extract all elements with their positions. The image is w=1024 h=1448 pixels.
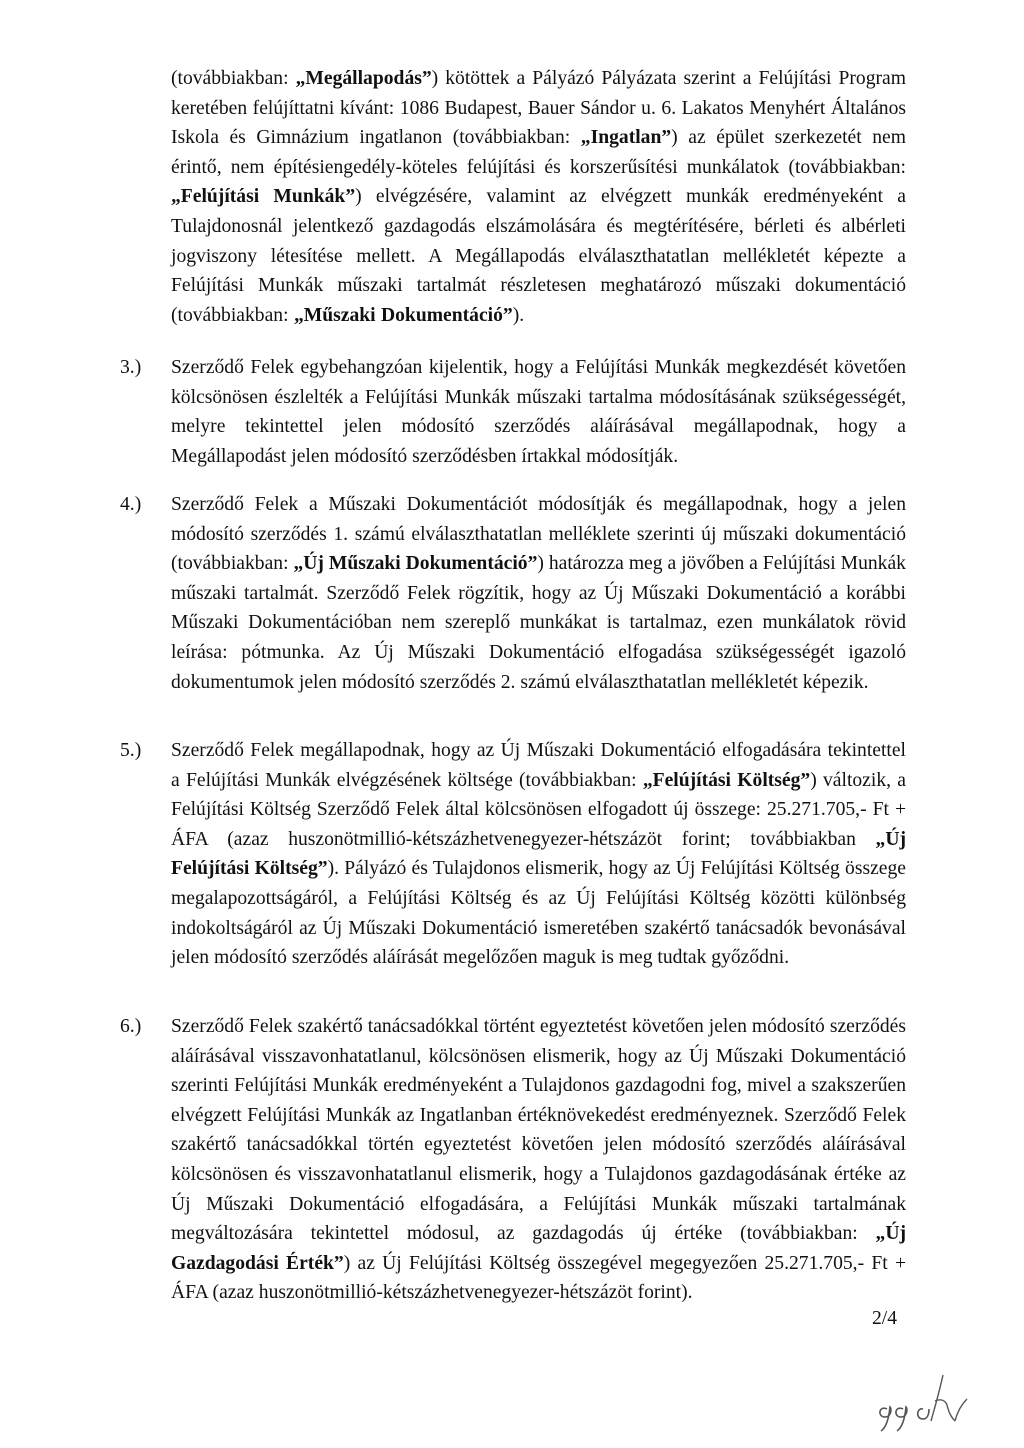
intro-text: ). (512, 304, 525, 326)
handwritten-initials (865, 1365, 975, 1435)
defined-term: „Ingatlan” (580, 127, 672, 149)
intro-text: ) kötöttek a Pályázó Pályázata szerint a Felújítási Program keretében felújíttatni kívánt: 1086 Budapest, Bauer Sándor u. 6. Lakatos Menyhért Általános Iskola és Gimnázium ingatlanon (továbbiakban: (171, 68, 906, 149)
clause-number: 6.) (120, 1016, 142, 1037)
intro-text: ) az épület szerkezetét nem érintő, nem építésiengedély-köteles felújítási és korszerűsítési munkálatok (továbbiakban: (171, 127, 906, 178)
intro-text: (továbbiakban: (171, 68, 296, 89)
clause-number: 4.) (120, 494, 142, 515)
clause-text: Szerződő Felek egybehangzóan kijelentik, hogy a Felújítási Munkák megkezdését követően kölcsönösen észlelték a Felújítási Munkák műszaki tartalma módosításának szükségességét, melyre tekintettel jelen módosító szerződés aláírásával megállapodnak, hogy a Megállapodást jelen módosító szerződésben írtakkal módosítják. (171, 357, 906, 467)
page-number: 2/4 (872, 1308, 898, 1329)
defined-term: „Felújítási Költség” (642, 769, 811, 791)
defined-term: „Megállapodás” (295, 68, 432, 89)
clause-number: 5.) (120, 740, 142, 761)
clause-text: Szerződő Felek megállapodnak, hogy az Új Műszaki Dokumentáció elfogadására tekintettel a Felújítási Munkák elvégzésének költsége (továbbiakban: „Felújítási Költség”) változik, a Felújítási Költség Szerződő Felek által kölcsönösen elfogadott új összege: 25.271.705,- Ft + ÁFA (azaz huszonötmillió-kétszázhetvenegyezer-hétszázöt forint; továbbiakban „Új Felújítási Költség”). Pályázó és Tulajdonos elismerik, hogy az Új Felújítási Költség összege megalapozottságáról, a Felújítási Költség és az Új Felújítási Költség közötti különbség indokoltságáról az Új Műszaki Dokumentáció ismeretében szakértő tanácsadók bevonásával jelen módosító szerződés aláírását megelőzően maguk is meg tudtak győződni. (171, 740, 906, 969)
defined-term: „Új Műszaki Dokumentáció” (293, 553, 538, 575)
defined-term: „Új Gazdagodási Érték” (171, 1223, 906, 1274)
defined-term: „Felújítási Munkák” (171, 186, 356, 208)
defined-term: „Műszaki Dokumentáció” (293, 304, 513, 326)
clause-text: Szerződő Felek szakértő tanácsadókkal történt egyeztetést követően jelen módosító szerződés aláírásával visszavonhatatlanul, kölcsönösen elismerik, hogy az Új Műszaki Dokumentáció szerinti Felújítási Munkák eredményeként a Tulajdonos gazdagodni fog, mivel a szakszerűen elvégzett Felújítási Munkák az Ingatlanban értéknövekedést eredményeznek. Szerződő Felek szakértő tanácsadókkal történ egyeztetést követően jelen módosító szerződés aláírásával kölcsönösen és visszavonhatatlanul elismerik, hogy a Tulajdonos gazdagodásának értéke az Új Műszaki Dokumentáció elfogadására, a Felújítási Munkák műszaki tartalmának megváltozására tekintettel módosul, az gazdagodás új értéke (továbbiakban: „Új Gazdagodási Érték”) az Új Felújítási Költség összegével megegyezően 25.271.705,- Ft + ÁFA (azaz huszonötmillió-kétszázhetvenegyezer-hétszázöt forint). (171, 1016, 906, 1304)
intro-text: ) elvégzésére, valamint az elvégzett munkák eredményeként a Tulajdonosnál jelentkező gazdagodás elszámolására és megtérítésére, bérleti és albérleti jogviszony létesítése mellett. A Megállapodás elválaszthatatlan mellékletét képezte a Felújítási Munkák műszaki tartalmát részletesen meghatározó műszaki dokumentáció (továbbiakban: (171, 186, 906, 326)
clause-number: 3.) (120, 357, 142, 378)
intro-paragraph (171, 64, 906, 330)
defined-term: „Új Felújítási Költség” (171, 828, 906, 880)
clause-text: Szerződő Felek a Műszaki Dokumentációt módosítják és megállapodnak, hogy a jelen módosító szerződés 1. számú elválaszthatatlan melléklete szerinti új műszaki dokumentáció (továbbiakban: „Új Műszaki Dokumentáció”) határozza meg a jövőben a Felújítási Munkák műszaki tartalmát. Szerződő Felek rögzítik, hogy az Új Műszaki Dokumentáció a korábbi Műszaki Dokumentációban nem szereplő munkákat is tartalmaz, ezen munkálatok rövid leírása: pótmunka. Az Új Műszaki Dokumentáció elfogadása szükségességét igazoló dokumentumok jelen módosító szerződés 2. számú elválaszthatatlan mellékletét képezik. (171, 494, 906, 693)
